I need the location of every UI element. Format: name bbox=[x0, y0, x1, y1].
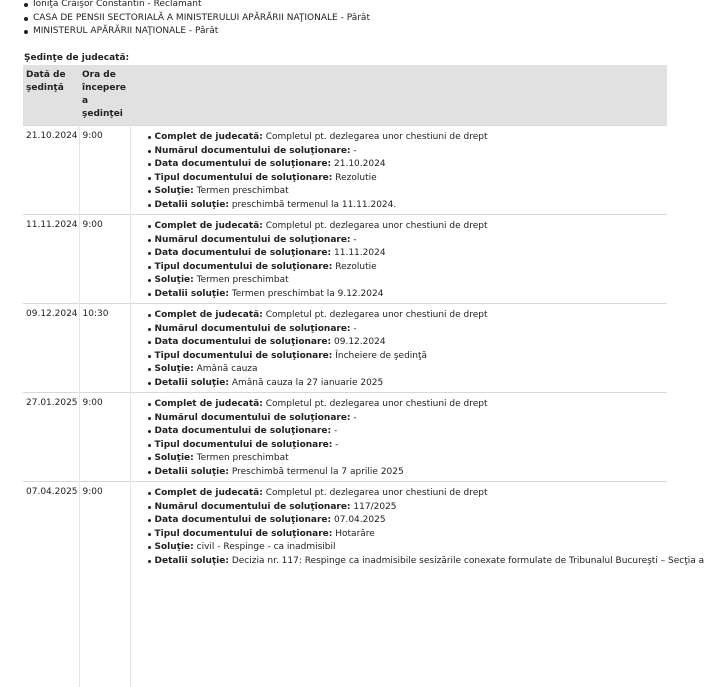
hearing-date: 11.11.2024 bbox=[23, 215, 79, 304]
bullet-icon bbox=[148, 266, 151, 269]
detail-value: Decizia nr. 117: Respinge ca inadmisibile sesizările conexate formulate de Tribunalul Bucureşti – Secţia a bbox=[232, 556, 704, 566]
detail-label: Numărul documentului de soluţionare: bbox=[155, 502, 351, 512]
hearing-time: 9:00 bbox=[79, 215, 130, 304]
hearing-time: 9:00 bbox=[79, 482, 130, 687]
detail-item-solutie bbox=[155, 541, 665, 555]
bullet-icon bbox=[148, 279, 151, 282]
detail-value: Termen preschimbat bbox=[197, 275, 289, 285]
party-name: Ioniţă Crăişor Constantin - Reclamant bbox=[33, 0, 202, 9]
bullet-icon bbox=[148, 560, 151, 563]
detail-label: Detalii soluţie: bbox=[155, 378, 229, 388]
table-row bbox=[23, 482, 667, 687]
detail-label: Data documentului de soluţionare: bbox=[155, 159, 332, 169]
detail-label: Soluţie: bbox=[155, 364, 194, 374]
table-header-row bbox=[23, 65, 667, 126]
bullet-icon bbox=[148, 341, 151, 344]
detail-item-data bbox=[155, 514, 665, 528]
detail-value: - bbox=[353, 235, 356, 245]
parties-list bbox=[33, 0, 370, 39]
detail-value: 117/2025 bbox=[353, 502, 396, 512]
detail-item-data bbox=[155, 425, 665, 439]
detail-item-detalii bbox=[155, 199, 665, 213]
detail-label: Numărul documentului de soluţionare: bbox=[155, 235, 351, 245]
detail-item-detalii bbox=[155, 288, 665, 302]
detail-item-complet bbox=[155, 398, 665, 412]
bullet-icon bbox=[148, 430, 151, 433]
party-item bbox=[33, 25, 370, 39]
detail-item-complet bbox=[155, 309, 665, 323]
detail-value: 21.10.2024 bbox=[334, 159, 386, 169]
detail-item-numar bbox=[155, 323, 665, 337]
detail-label: Complet de judecată: bbox=[155, 399, 263, 409]
detail-item-detalii bbox=[155, 466, 665, 480]
detail-item-numar bbox=[155, 145, 665, 159]
bullet-icon bbox=[148, 177, 151, 180]
detail-value: - bbox=[353, 146, 356, 156]
detail-value: 09.12.2024 bbox=[334, 337, 386, 347]
header-date-line: şedinţă bbox=[26, 82, 76, 95]
bullet-icon bbox=[148, 163, 151, 166]
detail-label: Numărul documentului de soluţionare: bbox=[155, 413, 351, 423]
detail-label: Data documentului de soluţionare: bbox=[155, 515, 332, 525]
detail-label: Soluţie: bbox=[155, 542, 194, 552]
hearing-details bbox=[130, 304, 667, 393]
detail-value: - bbox=[334, 426, 337, 436]
detail-value: Amână cauza bbox=[197, 364, 258, 374]
detail-label: Detalii soluţie: bbox=[155, 556, 229, 566]
bullet-icon bbox=[148, 293, 151, 296]
detail-value: Completul pt. dezlegarea unor chestiuni de drept bbox=[266, 132, 488, 142]
hearings-table bbox=[23, 65, 667, 687]
detail-label: Tipul documentului de soluţionare: bbox=[155, 351, 333, 361]
detail-value: Completul pt. dezlegarea unor chestiuni de drept bbox=[266, 221, 488, 231]
detail-label: Soluţie: bbox=[155, 453, 194, 463]
detail-value: 07.04.2025 bbox=[334, 515, 386, 525]
bullet-icon bbox=[148, 519, 151, 522]
table-row bbox=[23, 126, 667, 215]
hearing-details bbox=[130, 482, 667, 687]
detail-value: civil - Respinge - ca inadmisibil bbox=[197, 542, 336, 552]
detail-item-numar bbox=[155, 234, 665, 248]
bullet-icon bbox=[148, 190, 151, 193]
detail-value: - bbox=[353, 413, 356, 423]
header-time-line: Ora de bbox=[82, 69, 127, 82]
detail-item-solutie bbox=[155, 363, 665, 377]
detail-label: Complet de judecată: bbox=[155, 310, 263, 320]
detail-item-data bbox=[155, 247, 665, 261]
hearing-time: 10:30 bbox=[79, 304, 130, 393]
bullet-icon bbox=[148, 546, 151, 549]
bullet-icon bbox=[148, 239, 151, 242]
bullet-icon bbox=[148, 328, 151, 331]
detail-value: 11.11.2024 bbox=[334, 248, 386, 258]
bullet-icon bbox=[148, 368, 151, 371]
bullet-icon bbox=[148, 314, 151, 317]
detail-item-data bbox=[155, 336, 665, 350]
hearing-date: 27.01.2025 bbox=[23, 393, 79, 482]
detail-item-complet bbox=[155, 131, 665, 145]
detail-value: - bbox=[353, 324, 356, 334]
detail-value: Completul pt. dezlegarea unor chestiuni de drept bbox=[266, 310, 488, 320]
bullet-icon bbox=[148, 471, 151, 474]
hearing-details bbox=[130, 126, 667, 215]
detail-item-tip bbox=[155, 261, 665, 275]
detail-value: Termen preschimbat bbox=[197, 453, 289, 463]
bullet-icon bbox=[148, 204, 151, 207]
hearings-section-title: Şedinţe de judecată: bbox=[24, 53, 129, 63]
details-list bbox=[134, 487, 665, 568]
party-name: CASA DE PENSII SECTORIALĂ A MINISTERULUI APĂRĂRII NAŢIONALE - Pârât bbox=[33, 13, 370, 23]
detail-item-tip bbox=[155, 439, 665, 453]
detail-label: Numărul documentului de soluţionare: bbox=[155, 146, 351, 156]
hearing-date: 09.12.2024 bbox=[23, 304, 79, 393]
detail-label: Tipul documentului de soluţionare: bbox=[155, 173, 333, 183]
header-date bbox=[23, 65, 79, 126]
detail-item-tip bbox=[155, 350, 665, 364]
detail-value: Rezolutie bbox=[335, 173, 376, 183]
header-time-line: a şedinţei bbox=[82, 95, 127, 121]
table-row bbox=[23, 215, 667, 304]
party-name: MINISTERUL APĂRĂRII NAŢIONALE - Pârât bbox=[33, 26, 218, 36]
detail-item-tip bbox=[155, 528, 665, 542]
detail-item-solutie bbox=[155, 274, 665, 288]
detail-item-complet bbox=[155, 220, 665, 234]
detail-label: Numărul documentului de soluţionare: bbox=[155, 324, 351, 334]
detail-value: - bbox=[335, 440, 338, 450]
detail-label: Data documentului de soluţionare: bbox=[155, 248, 332, 258]
detail-item-detalii bbox=[155, 377, 665, 391]
detail-value: Hotarâre bbox=[335, 529, 375, 539]
bullet-icon bbox=[148, 355, 151, 358]
detail-value: Rezolutie bbox=[335, 262, 376, 272]
bullet-icon bbox=[148, 403, 151, 406]
bullet-icon bbox=[148, 150, 151, 153]
bullet-icon bbox=[148, 492, 151, 495]
details-list bbox=[134, 131, 665, 212]
detail-value: Încheiere de şedinţă bbox=[335, 351, 427, 361]
hearing-details bbox=[130, 393, 667, 482]
bullet-icon bbox=[148, 252, 151, 255]
header-date-line: Dată de bbox=[26, 69, 76, 82]
header-details bbox=[130, 65, 667, 126]
detail-value: preschimbă termenul la 11.11.2024. bbox=[232, 200, 396, 210]
detail-label: Complet de judecată: bbox=[155, 221, 263, 231]
bullet-icon bbox=[24, 3, 28, 7]
detail-label: Soluţie: bbox=[155, 186, 194, 196]
party-item bbox=[33, 0, 370, 12]
bullet-icon bbox=[24, 17, 28, 21]
bullet-icon bbox=[148, 444, 151, 447]
table-row bbox=[23, 393, 667, 482]
details-list bbox=[134, 220, 665, 301]
detail-value: Termen preschimbat la 9.12.2024 bbox=[232, 289, 384, 299]
detail-label: Complet de judecată: bbox=[155, 488, 263, 498]
detail-item-solutie bbox=[155, 185, 665, 199]
bullet-icon bbox=[148, 417, 151, 420]
bullet-icon bbox=[148, 533, 151, 536]
detail-item-data bbox=[155, 158, 665, 172]
detail-item-solutie bbox=[155, 452, 665, 466]
detail-label: Detalii soluţie: bbox=[155, 467, 229, 477]
detail-value: Completul pt. dezlegarea unor chestiuni de drept bbox=[266, 488, 488, 498]
hearing-date: 07.04.2025 bbox=[23, 482, 79, 687]
bullet-icon bbox=[24, 30, 28, 34]
detail-value: Amână cauza la 27 ianuarie 2025 bbox=[232, 378, 383, 388]
hearing-date: 21.10.2024 bbox=[23, 126, 79, 215]
detail-label: Tipul documentului de soluţionare: bbox=[155, 262, 333, 272]
hearing-time: 9:00 bbox=[79, 393, 130, 482]
detail-item-detalii bbox=[155, 555, 665, 569]
bullet-icon bbox=[148, 457, 151, 460]
detail-item-numar bbox=[155, 412, 665, 426]
party-item bbox=[33, 12, 370, 26]
hearing-details bbox=[130, 215, 667, 304]
detail-label: Detalii soluţie: bbox=[155, 289, 229, 299]
detail-item-complet bbox=[155, 487, 665, 501]
bullet-icon bbox=[148, 225, 151, 228]
header-time-line: începere bbox=[82, 82, 127, 95]
details-list bbox=[134, 398, 665, 479]
hearing-time: 9:00 bbox=[79, 126, 130, 215]
bullet-icon bbox=[148, 382, 151, 385]
table-row bbox=[23, 304, 667, 393]
detail-value: Completul pt. dezlegarea unor chestiuni de drept bbox=[266, 399, 488, 409]
detail-item-tip bbox=[155, 172, 665, 186]
detail-label: Detalii soluţie: bbox=[155, 200, 229, 210]
detail-label: Tipul documentului de soluţionare: bbox=[155, 529, 333, 539]
detail-value: Termen preschimbat bbox=[197, 186, 289, 196]
header-time bbox=[79, 65, 130, 126]
detail-value: Preschimbă termenul la 7 aprilie 2025 bbox=[232, 467, 404, 477]
details-list bbox=[134, 309, 665, 390]
bullet-icon bbox=[148, 506, 151, 509]
detail-label: Complet de judecată: bbox=[155, 132, 263, 142]
detail-label: Tipul documentului de soluţionare: bbox=[155, 440, 333, 450]
detail-label: Data documentului de soluţionare: bbox=[155, 426, 332, 436]
bullet-icon bbox=[148, 136, 151, 139]
detail-item-numar bbox=[155, 501, 665, 515]
detail-label: Data documentului de soluţionare: bbox=[155, 337, 332, 347]
detail-label: Soluţie: bbox=[155, 275, 194, 285]
